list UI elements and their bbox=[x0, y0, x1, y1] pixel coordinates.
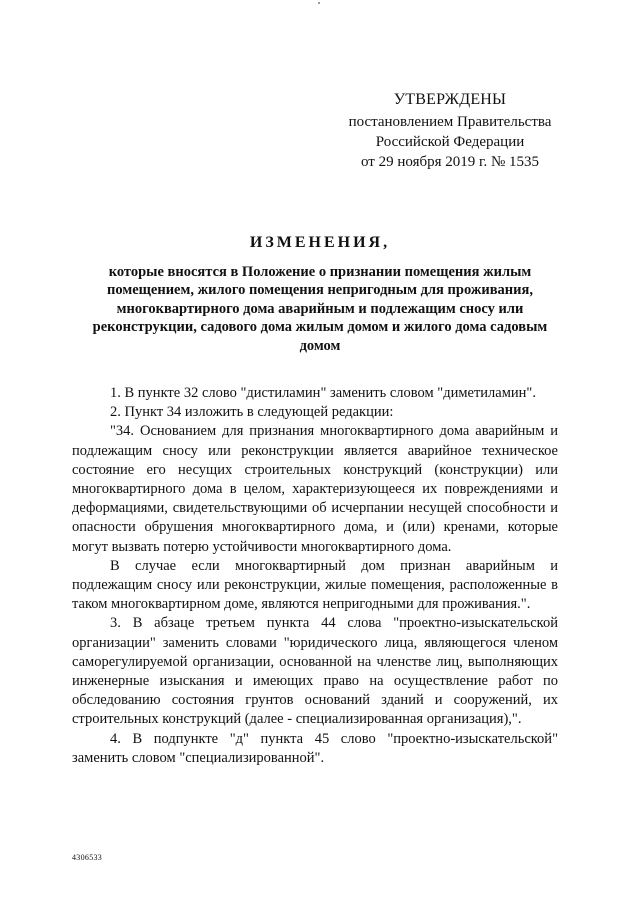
document-subtitle: которые вносятся в Положение о признании помещения жилым помещением, жилого помещения непригодным для проживания, многоквартирного дома аварийным и подлежащим сносу или реконструкции, садового дома жилым домом и жилого дома садовым домом bbox=[92, 264, 548, 354]
approval-block bbox=[300, 90, 600, 172]
approval-line-1: постановлением Правительства bbox=[348, 114, 552, 130]
paragraph-6: 4. В подпункте "д" пункта 45 слово "проектно-изыскательской" заменить словом "специализированной". bbox=[72, 730, 558, 766]
paragraph-1: 1. В пункте 32 слово "дистиламин" заменить словом "диметиламин". bbox=[110, 385, 536, 401]
document-body bbox=[72, 384, 558, 768]
approval-title: УТВЕРЖДЕНЫ bbox=[393, 91, 507, 108]
paragraph-3: "34. Основанием для признания многоквартирного дома аварийным и подлежащим сносу или реконструкции является аварийное техническое состояние его несущих строительных конструкций (конструкции) или многоквартирного дома в целом, характеризующееся их повреждениями и деформациями, свидетельствующими об исчерпании несущей способности и опасности обрушения многоквартирного дома, и (или) кренами, которые могут вызвать потерю устойчивости многоквартирного дома. bbox=[72, 423, 558, 555]
paragraph-4: В случае если многоквартирный дом признан аварийным и подлежащим сносу или реконструкции, жилые помещения, расположенные в таком многоквартирном доме, являются непригодными для проживания.". bbox=[72, 557, 558, 613]
paragraph-5: 3. В абзаце третьем пункта 44 слова "проектно-изыскательской организации" заменить словами "юридического лица, являющегося членом саморегулируемой организации, основанной на членстве лиц, выполняющих инженерные изыскания и имеющих право на осуществление работ по обследованию состояния грунтов оснований зданий и сооружений, их строительных конструкций (далее - специализированная организация),". bbox=[72, 615, 558, 728]
approval-line-2: Российской Федерации bbox=[375, 134, 525, 150]
document-reference-number: 4306533 bbox=[72, 853, 103, 862]
approval-line-3: от 29 ноября 2019 г. № 1535 bbox=[360, 154, 540, 170]
document-heading: ИЗМЕНЕНИЯ, bbox=[249, 234, 391, 251]
top-scan-mark bbox=[318, 2, 320, 4]
paragraph-2: 2. Пункт 34 изложить в следующей редакции: bbox=[110, 404, 394, 421]
